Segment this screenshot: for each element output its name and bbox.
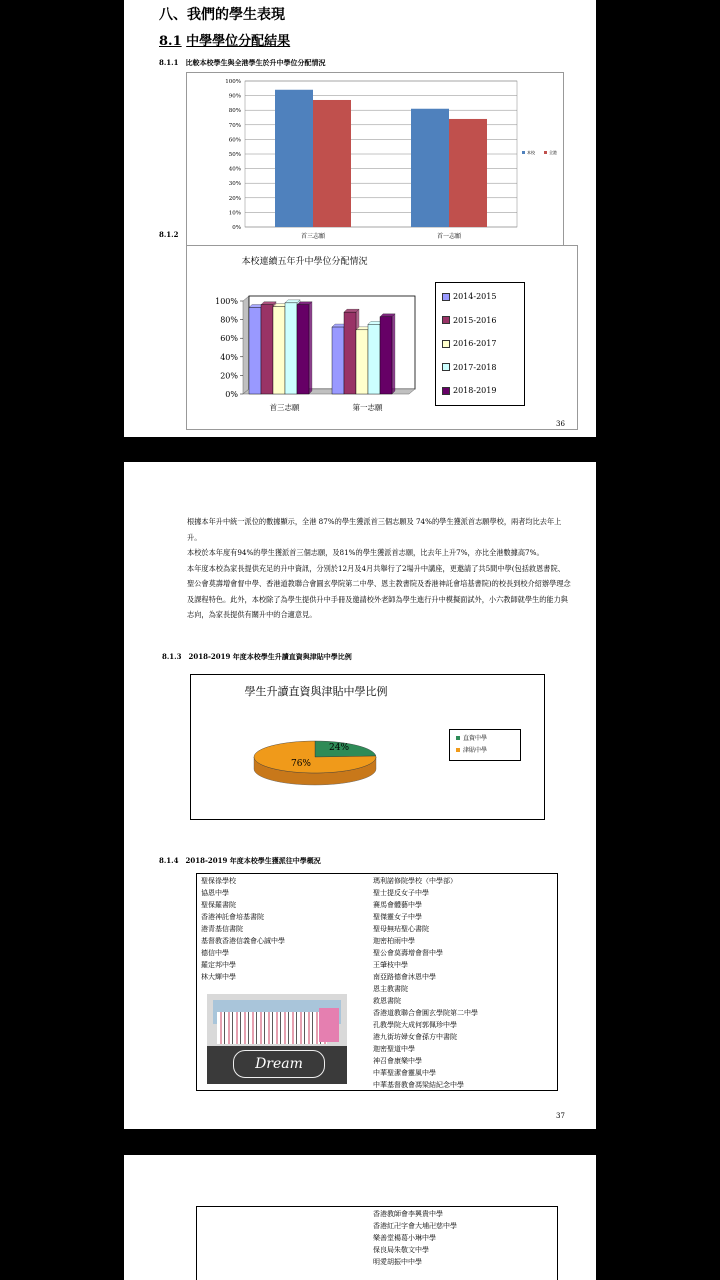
school-name: 迦密柏雨中學 — [373, 937, 415, 945]
bar — [249, 308, 261, 394]
bar — [344, 312, 356, 394]
chart-five-year-box — [186, 245, 578, 430]
photo-dream-sign: Dream — [233, 1050, 325, 1078]
photo-banner — [319, 1008, 339, 1042]
bar — [285, 303, 297, 394]
photo-students — [217, 1012, 327, 1044]
x-tick-label: 首三志願 — [269, 403, 300, 412]
school-allocation-table-continued — [196, 1206, 558, 1280]
school-name: 明愛胡振中中學 — [373, 1258, 422, 1266]
bar — [411, 109, 449, 227]
bar — [380, 317, 392, 394]
y-tick-label: 0% — [225, 390, 238, 399]
legend-item — [442, 356, 524, 380]
chart-comparison-box — [186, 72, 564, 246]
graduation-photo — [207, 994, 347, 1084]
subsection-heading — [159, 30, 290, 49]
bar — [313, 100, 351, 227]
chart-comparison — [187, 73, 563, 245]
legend-swatch — [442, 316, 450, 324]
school-name: 香港教師會李興貴中學 — [373, 1210, 443, 1218]
school-name: 救恩書院 — [373, 997, 401, 1005]
school-name: 聖公會莫壽增會督中學 — [373, 949, 443, 957]
legend-label: 2017-2018 — [453, 362, 497, 372]
school-name: 南亞路德會沐恩中學 — [373, 973, 436, 981]
body-text — [187, 514, 572, 623]
legend-swatch — [442, 340, 450, 348]
y-tick-label: 10% — [228, 210, 241, 217]
bar — [332, 327, 344, 394]
school-allocation-table — [196, 873, 558, 1091]
legend-item — [442, 285, 524, 309]
y-tick-label: 40% — [228, 166, 241, 173]
legend-label: 2014-2015 — [453, 292, 497, 301]
y-tick-label: 30% — [228, 181, 241, 188]
school-name: 保良局朱敬文中學 — [373, 1246, 429, 1254]
bar — [273, 307, 285, 394]
school-name: 港九街坊婦女會孫方中書院 — [373, 1033, 457, 1041]
legend-item — [456, 745, 520, 757]
paragraph: 本年度本校為家長提供充足的升中資訊，分別於12月及4月共舉行了2場升中講座，更邀請了共5間中學(包括救恩書院、聖公會莫壽增會督中學、香港道教聯合會圓玄學院第二中學、恩主教書院及香港神託會培基書院)的校長到校介紹辦學理念及課程特色。此外，本校除了為學生提供升中手冊及邀請校外老師為學生進行升中模擬面試外，小六教師就學生的能力與志向，為家長提供有關升中的合適意見。 — [187, 563, 571, 619]
legend-label: 本校 — [527, 150, 535, 155]
school-name: 協恩中學 — [201, 889, 229, 897]
bar — [261, 305, 273, 394]
document-page-36 — [124, 0, 596, 437]
legend-swatch — [442, 293, 450, 301]
school-name: 香港紅卍字會大埔卍慈中學 — [373, 1222, 457, 1230]
legend-item — [442, 379, 524, 403]
bar — [368, 324, 380, 394]
legend-label: 全港 — [549, 150, 557, 155]
bar-side — [392, 314, 395, 394]
school-name: 聖傑靈女子中學 — [373, 913, 422, 921]
bar — [356, 330, 368, 394]
school-name: 賽馬會體藝中學 — [373, 901, 422, 909]
document-page-38 — [124, 1155, 596, 1280]
school-name: 樂善堂楊葛小琳中學 — [373, 1234, 436, 1242]
page-number: 37 — [556, 1112, 565, 1120]
legend-item — [442, 332, 524, 356]
school-name: 港青基信書院 — [201, 925, 243, 933]
school-list-right — [373, 875, 478, 1091]
side-wall — [243, 296, 249, 394]
legend-item — [456, 733, 520, 745]
y-tick-label: 60% — [228, 137, 241, 144]
y-tick-label: 80% — [228, 108, 241, 115]
chart-five-year — [187, 246, 427, 429]
pie-value-label: 24% — [329, 743, 350, 753]
legend-label: 2018-2019 — [453, 386, 497, 395]
heading-8-1-3: 8.1.3 2018-2019 年度本校學生升讀直資與津貼中學比例 — [162, 652, 352, 661]
school-name: 迦密聖道中學 — [373, 1045, 415, 1053]
school-list-right — [373, 1208, 457, 1268]
chart-five-year-title: 本校連續五年升中學位分配情況 — [241, 257, 368, 267]
heading-8-1-2: 8.1.2 — [159, 230, 179, 239]
legend-swatch — [544, 151, 547, 154]
school-name: 聖士提反女子中學 — [373, 889, 429, 897]
section-heading: 八、我們的學生表現 — [159, 7, 285, 23]
y-tick-label: 100% — [225, 79, 241, 85]
bar-side — [309, 302, 312, 394]
heading-8-1-1: 8.1.1 比較本校學生與全港學生於升中學位分配情況 — [159, 58, 326, 67]
legend-item — [442, 309, 524, 333]
y-tick-label: 20% — [220, 371, 238, 381]
school-name: 德信中學 — [201, 949, 229, 957]
bar — [275, 90, 313, 227]
heading-8-1-4: 8.1.4 2018-2019 年度本校學生獲派往中學概況 — [159, 856, 321, 865]
legend-swatch — [522, 151, 525, 154]
school-name: 瑪利諾修院學校（中學部） — [373, 877, 457, 885]
y-tick-label: 40% — [220, 352, 238, 362]
school-name: 聖保祿學校 — [201, 877, 236, 885]
legend-label: 2015-2016 — [453, 315, 497, 325]
school-name: 中華基督教會馮梁結紀念中學 — [373, 1081, 464, 1089]
x-tick-label: 首三志願 — [300, 233, 326, 240]
pie-value-label: 76% — [290, 759, 312, 769]
y-tick-label: 70% — [228, 122, 241, 129]
y-tick-label: 60% — [220, 334, 238, 344]
legend-swatch — [456, 736, 460, 740]
x-tick-label: 第一志願 — [352, 403, 383, 412]
school-name: 羅定邦中學 — [201, 961, 236, 969]
school-name: 神召會康樂中學 — [373, 1057, 422, 1065]
paragraph: 根據本年升中統一派位的數據顯示，全港 87%的學生獲派首三個志願及 74%的學生獲派首志願學校，兩者均比去年上升。 — [187, 517, 562, 542]
legend-label: 津貼中學 — [463, 747, 488, 754]
chart-pie — [191, 675, 441, 819]
y-tick-label: 100% — [215, 297, 238, 306]
subsection-number: 8.1 — [159, 34, 182, 49]
legend-swatch — [456, 748, 460, 752]
bar — [449, 119, 487, 227]
y-tick-label: 80% — [220, 315, 238, 325]
legend-swatch — [442, 387, 450, 395]
y-tick-label: 50% — [228, 152, 241, 158]
chart-pie-title: 學生升讀直資與津貼中學比例 — [244, 685, 388, 698]
school-name: 林大輝中學 — [201, 973, 236, 981]
paragraph: 本校於本年度有94%的學生獲派首三個志願，及81%的學生獲派首志願，比去年上升7%，亦比全港數據高7%。 — [187, 548, 544, 557]
school-name: 恩主教書院 — [373, 985, 408, 993]
x-tick-label: 首一志願 — [436, 233, 462, 240]
school-name: 基督教香港信義會心誠中學 — [201, 937, 285, 945]
school-name: 中華聖潔會靈風中學 — [373, 1069, 436, 1077]
page-number: 36 — [556, 420, 565, 428]
school-list-left — [201, 875, 285, 983]
y-tick-label: 20% — [228, 195, 241, 202]
school-name: 香港神託會培基書院 — [201, 913, 264, 921]
y-tick-label: 90% — [228, 93, 241, 100]
legend-label: 2016-2017 — [453, 339, 497, 348]
school-name: 孔教學院大成何郭佩珍中學 — [373, 1021, 457, 1029]
y-tick-label: 0% — [232, 225, 241, 231]
chart-five-year-legend — [435, 282, 525, 406]
subsection-title: 中學學位分配結果 — [186, 34, 291, 49]
school-name: 王肇枝中學 — [373, 961, 408, 969]
bar — [297, 305, 309, 394]
legend-swatch — [442, 363, 450, 371]
school-name: 聖保羅書院 — [201, 901, 236, 909]
legend-label: 直資中學 — [463, 735, 488, 742]
school-name: 香港道教聯合會圓玄學院第二中學 — [373, 1009, 478, 1017]
document-page-37 — [124, 462, 596, 1129]
school-name: 聖母無玷聖心書院 — [373, 925, 429, 933]
chart-pie-box — [190, 674, 545, 820]
chart-pie-legend — [449, 729, 521, 761]
